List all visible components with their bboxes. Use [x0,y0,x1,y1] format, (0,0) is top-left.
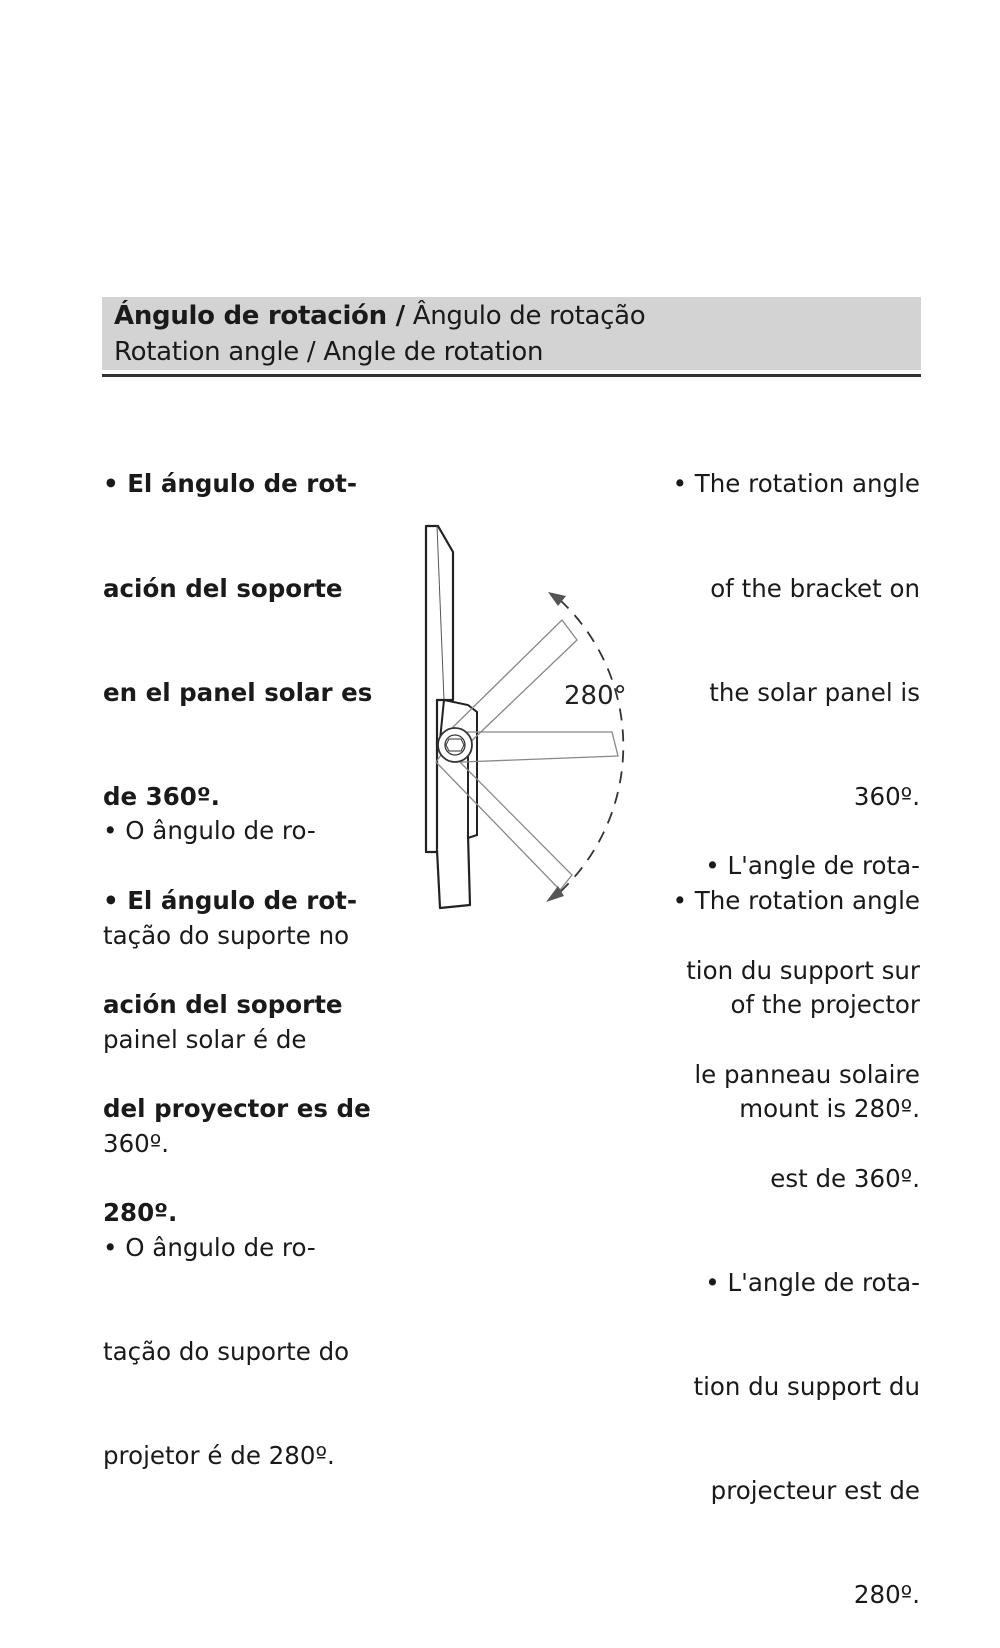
text-line: en el panel solar es [103,677,373,707]
rotation-arc-icon [560,600,623,892]
french-text-block [686,780,920,1648]
bracket-housing-icon [440,700,477,838]
text-line: • The rotation angle [672,885,920,915]
text-line: 360º. [103,1128,170,1158]
text-line: • O ângulo de ro- [103,816,316,846]
text-line: ación del soporte [103,573,343,603]
text-line: • El ángulo de rot- [103,885,358,915]
section-header [102,297,921,370]
pivot-bolt-icon [438,728,472,762]
text-line: • O ângulo de ro- [103,1232,316,1262]
text-line: de 360º. [103,781,220,811]
text-line: mount is 280º. [739,1094,920,1124]
rotation-diagram [400,510,660,930]
text-line: • The rotation angle [672,469,920,499]
text-line: • El ángulo de rot- [103,469,358,499]
text-line: est de 360º. [770,1163,920,1193]
header-subtitle: Rotation angle / Angle de rotation [114,337,544,367]
text-line: projecteur est de [710,1476,920,1506]
text-line: 360º. [853,781,920,811]
text-line: projetor é de 280º. [103,1441,335,1471]
text-line: tação do suporte do [103,1336,350,1366]
text-line: tion du support sur [686,955,920,985]
text-line: le panneau solaire [694,1059,920,1089]
text-line: 280º. [853,1580,920,1610]
text-line: del proyector es de [103,1094,371,1124]
header-title-spanish: Ángulo de rotación / [114,301,405,331]
text-line: tion du support du [693,1371,920,1401]
text-line: • L'angle de rota- [705,1267,920,1297]
text-line: of the projector [730,989,920,1019]
angle-label: 280° [564,681,627,711]
text-line: • L'angle de rota- [705,851,920,881]
text-line: the solar panel is [709,677,920,707]
text-line: painel solar é de [103,1024,307,1054]
header-title [114,301,645,331]
header-title-portuguese: Ângulo de rotação [404,301,646,331]
text-line: of the bracket on [710,573,920,603]
text-line: ación del soporte [103,989,343,1019]
text-line: 280º. [103,1198,178,1228]
text-line: tação do suporte no [103,920,350,950]
header-divider [102,374,921,377]
portuguese-text-block [103,745,349,1508]
